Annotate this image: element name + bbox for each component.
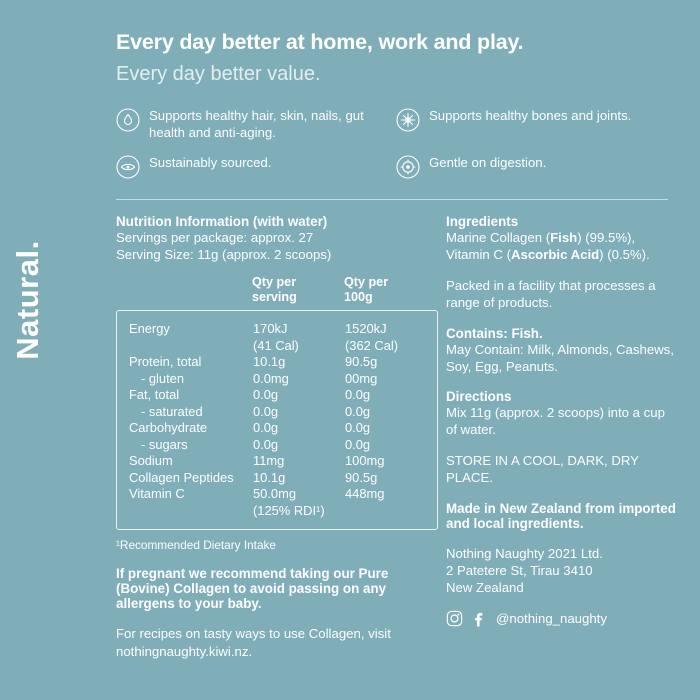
ingredients-ascorbic: Ascorbic Acid — [510, 247, 600, 263]
row-per100: 0.0g — [345, 403, 371, 419]
benefit-label: Sustainably sourced. — [149, 155, 272, 170]
row-label: - sugars — [141, 436, 188, 452]
table-row — [129, 354, 437, 371]
row-per100: 00mg — [345, 370, 378, 386]
bones-joints-icon — [396, 108, 420, 132]
row-serving: 0.0g — [253, 436, 279, 452]
may-contain: May Contain: Milk, Almonds, Cashews, Soy, Egg, Peanuts. — [446, 341, 674, 374]
label-content — [116, 0, 682, 700]
nutrition-table-header — [116, 275, 436, 304]
servings-per-package: Servings per package: approx. 27 — [116, 230, 314, 245]
row-per100: (362 Cal) — [345, 337, 399, 353]
contains-title: Contains: Fish. — [446, 325, 543, 341]
ingredients-line2-pre: Vitamin C ( — [446, 247, 511, 263]
ingredients-column — [446, 214, 676, 660]
column-header-serving-line2: serving — [252, 289, 297, 304]
benefit-item — [396, 108, 676, 141]
recipes-note: For recipes on tasty ways to use Collagen, visit nothingnaughty.kiwi.nz. — [116, 626, 391, 659]
nutrition-footnote: ¹Recommended Dietary Intake — [116, 538, 276, 553]
company-country: New Zealand — [446, 579, 524, 595]
table-row — [129, 338, 437, 355]
ingredients-fish: Fish — [550, 230, 578, 245]
directions-title: Directions — [446, 388, 512, 404]
facility-note: Packed in a facility that processes a range of products. — [446, 278, 656, 311]
benefit-item — [396, 155, 676, 179]
table-row — [129, 453, 437, 470]
nutrition-table — [116, 310, 438, 530]
column-header-serving-line1: Qty per — [252, 275, 297, 290]
serving-size: Serving Size: 11g (approx. 2 scoops) — [116, 247, 332, 263]
pregnancy-warning: If pregnant we recommend taking our Pure (Bovine) Collagen to avoid passing on any allergens to your baby. — [116, 566, 389, 612]
storage-note: STORE IN A COOL, DARK, DRY PLACE. — [446, 453, 639, 486]
row-serving: 170kJ — [253, 321, 288, 337]
row-label: Protein, total — [129, 354, 202, 370]
row-label — [129, 338, 253, 355]
row-serving: 10.1g — [253, 469, 286, 485]
table-row — [129, 387, 437, 404]
row-per100 — [345, 503, 437, 520]
row-per100: 100mg — [345, 453, 385, 469]
benefit-label: Supports healthy hair, skin, nails, gut health and anti-aging. — [149, 108, 364, 140]
row-serving: 50.0mg — [253, 486, 296, 502]
benefit-label: Supports healthy bones and joints. — [429, 108, 632, 123]
row-per100: 90.5g — [345, 354, 378, 370]
row-label: - saturated — [141, 403, 203, 419]
benefit-item — [116, 155, 396, 179]
row-serving: 10.1g — [253, 354, 286, 370]
page-title: Every day better at home, work and play. — [116, 30, 524, 54]
row-label: Energy — [129, 321, 170, 337]
benefit-label: Gentle on digestion. — [429, 155, 547, 170]
social-handle[interactable]: @nothing_naughty — [496, 611, 607, 627]
table-row — [129, 470, 437, 487]
made-in-note: Made in New Zealand from imported and local ingredients. — [446, 500, 676, 531]
benefits-list — [116, 108, 676, 193]
row-label: Vitamin C — [129, 486, 185, 502]
ingredients-title: Ingredients — [446, 214, 519, 229]
table-row — [129, 371, 437, 388]
ingredients-line2-post: ) (0.5%). — [599, 247, 650, 263]
row-label: Carbohydrate — [129, 420, 208, 436]
instagram-icon[interactable] — [446, 610, 463, 627]
row-serving: 0.0g — [253, 387, 279, 403]
table-row — [129, 437, 437, 454]
row-serving: (125% RDI¹) — [253, 502, 325, 518]
social-row[interactable] — [446, 610, 676, 627]
row-per100: 0.0g — [345, 387, 371, 403]
directions-text: Mix 11g (approx. 2 scoops) into a cup of water. — [446, 404, 665, 438]
row-label: Sodium — [129, 453, 173, 469]
row-per100: 448mg — [345, 486, 385, 502]
hair-skin-nails-icon — [116, 108, 140, 132]
row-label — [129, 503, 253, 520]
row-per100: 0.0g — [345, 436, 371, 452]
benefit-item — [116, 108, 396, 141]
row-label: Fat, total — [129, 387, 180, 403]
column-header-100g-line1: Qty per — [344, 275, 389, 290]
nutrition-column — [116, 214, 446, 660]
gentle-digestion-icon — [396, 155, 420, 179]
company-name: Nothing Naughty 2021 Ltd. — [446, 545, 603, 561]
ingredients-line1-pre: Marine Collagen ( — [446, 230, 551, 245]
column-header-100g-line2: 100g — [344, 289, 373, 304]
table-row — [129, 420, 437, 437]
ingredients-text — [446, 229, 676, 263]
row-label: Collagen Peptides — [129, 469, 234, 485]
row-per100: 1520kJ — [345, 321, 387, 337]
row-serving: 11mg — [253, 453, 285, 469]
company-address: 2 Patetere St, Tirau 3410 — [446, 562, 593, 578]
row-serving: 0.0mg — [253, 370, 289, 386]
table-row — [129, 404, 437, 421]
row-label: - gluten — [141, 370, 184, 386]
table-row — [129, 486, 437, 503]
row-per100: 90.5g — [345, 469, 378, 485]
row-per100: 0.0g — [345, 420, 371, 436]
table-row — [129, 321, 437, 338]
page-subtitle: Every day better value. — [116, 63, 321, 85]
ingredients-line1-post: ) (99.5%), — [577, 230, 636, 245]
sustainably-sourced-icon — [116, 155, 140, 179]
row-serving: (41 Cal) — [253, 337, 299, 353]
facebook-icon[interactable] — [470, 610, 487, 627]
row-serving: 0.0g — [253, 403, 279, 419]
divider — [116, 199, 668, 200]
side-label: Natural. — [10, 240, 45, 360]
nutrition-title: Nutrition Information (with water) — [116, 214, 328, 229]
table-row — [129, 503, 437, 520]
info-columns — [116, 214, 676, 660]
row-serving: 0.0g — [253, 420, 279, 436]
